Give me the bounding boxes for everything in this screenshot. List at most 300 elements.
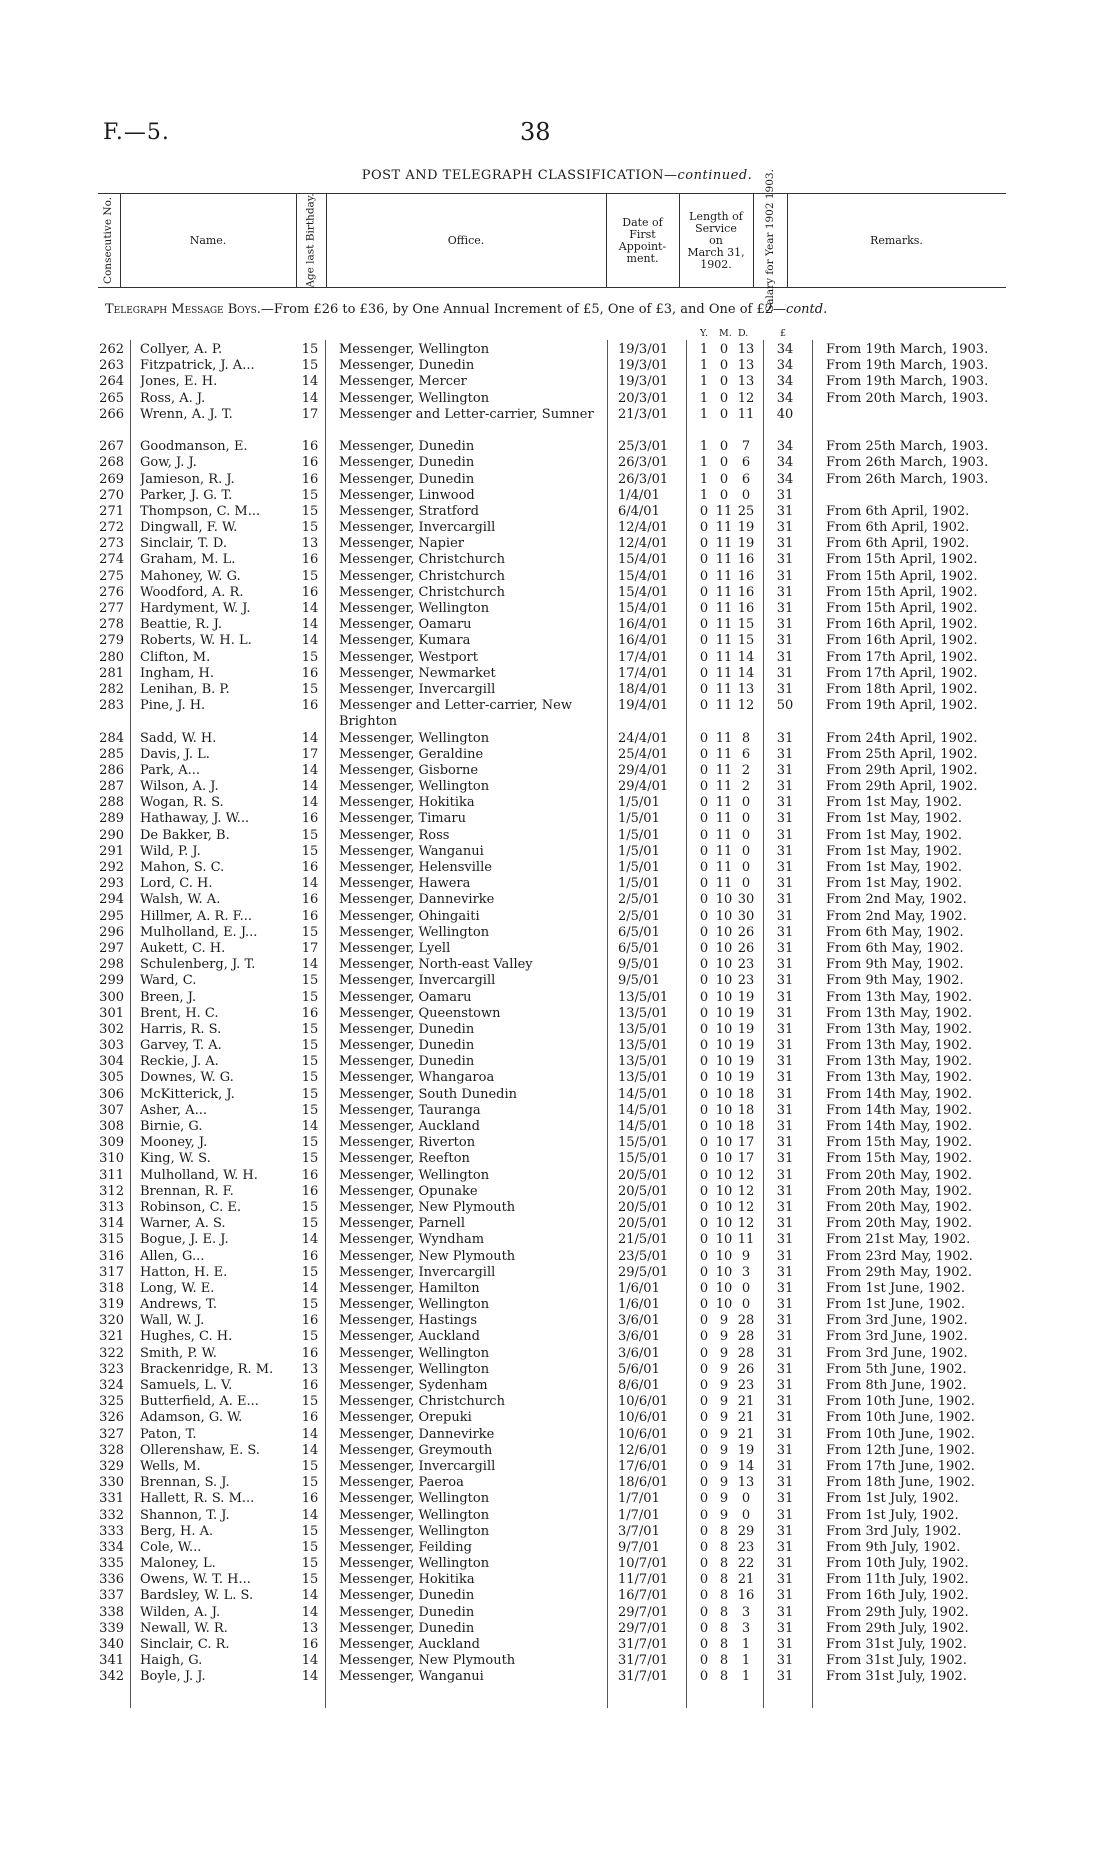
row-number: 275: [99, 568, 124, 584]
row-name: McKitterick, J.: [140, 1086, 235, 1102]
row-months: 10: [715, 908, 733, 924]
row-remarks: From 23rd May, 1902.: [826, 1248, 973, 1264]
row-number: 295: [99, 908, 124, 924]
row-salary: 31: [776, 1086, 794, 1102]
row-number: 264: [99, 374, 124, 390]
row-office: Messenger, Greymouth: [339, 1442, 493, 1458]
row-years: 0: [699, 1135, 709, 1151]
row-salary: 31: [776, 762, 794, 778]
row-age: 14: [301, 1653, 319, 1669]
table-row: [0, 1038, 1114, 1054]
row-years: 0: [699, 1458, 709, 1474]
table-row: [0, 892, 1114, 908]
row-office: Messenger, Invercargill: [339, 681, 496, 697]
header-salary: Salary for Year 1902 1903.: [763, 169, 776, 312]
row-number: 267: [99, 439, 124, 455]
row-name: Paton, T.: [140, 1426, 197, 1442]
section-continued: contd.: [786, 302, 828, 317]
row-office: Messenger and Letter-carrier, Sumner: [339, 406, 594, 422]
row-months: 11: [715, 633, 733, 649]
row-age: 14: [301, 1604, 319, 1620]
row-years: 0: [699, 698, 709, 714]
row-remarks: From 13th May, 1902.: [826, 1021, 972, 1037]
row-salary: 31: [776, 973, 794, 989]
row-months: 11: [715, 584, 733, 600]
page-title: [0, 168, 1114, 183]
row-age: 15: [301, 843, 319, 859]
row-date: 23/5/01: [618, 1248, 669, 1264]
table-row: [0, 391, 1114, 407]
table-row: [0, 1249, 1114, 1265]
row-remarks: From 3rd July, 1902.: [826, 1523, 962, 1539]
row-number: 281: [99, 665, 124, 681]
row-days: 3: [741, 1264, 751, 1280]
row-salary: 31: [776, 1653, 794, 1669]
row-years: 0: [699, 1637, 709, 1653]
row-age: 15: [301, 1458, 319, 1474]
row-number: 335: [99, 1556, 124, 1572]
row-age: 16: [301, 471, 319, 487]
row-number: 325: [99, 1394, 124, 1410]
table-row: [0, 1475, 1114, 1491]
row-years: 0: [699, 1102, 709, 1118]
row-salary: 31: [776, 892, 794, 908]
row-remarks: From 11th July, 1902.: [826, 1572, 969, 1588]
row-date: 21/5/01: [618, 1232, 669, 1248]
row-age: 15: [301, 1151, 319, 1167]
row-salary: 31: [776, 1378, 794, 1394]
row-office: Messenger, Timaru: [339, 811, 466, 827]
row-days: 17: [737, 1151, 755, 1167]
row-office: Messenger, Auckland: [339, 1329, 481, 1345]
row-months: 8: [719, 1523, 729, 1539]
row-number: 303: [99, 1038, 124, 1054]
row-months: 9: [719, 1361, 729, 1377]
row-office: Messenger, Riverton: [339, 1135, 476, 1151]
row-salary: 31: [776, 1005, 794, 1021]
row-name: Collyer, A. P.: [140, 342, 223, 357]
row-months: 10: [715, 1199, 733, 1215]
row-office: Messenger, Helensville: [339, 860, 492, 876]
row-number: 290: [99, 827, 124, 843]
row-remarks: From 25th March, 1903.: [826, 439, 989, 455]
table-row: [0, 1540, 1114, 1556]
row-remarks: From 19th March, 1903.: [826, 358, 989, 374]
row-date: 16/4/01: [618, 617, 669, 633]
row-number: 285: [99, 746, 124, 762]
row-days: 13: [737, 342, 755, 357]
table-row: [0, 1054, 1114, 1070]
row-name: Beattie, R. J.: [140, 617, 222, 633]
row-years: 0: [699, 1475, 709, 1491]
table-row: [0, 358, 1114, 374]
row-remarks: From 13th May, 1902.: [826, 1070, 972, 1086]
row-salary: 31: [776, 1539, 794, 1555]
table-row: [0, 990, 1114, 1006]
row-name: Haigh, G.: [140, 1653, 203, 1669]
row-years: 0: [699, 924, 709, 940]
table-row: [0, 633, 1114, 649]
row-days: 21: [737, 1572, 755, 1588]
row-number: 283: [99, 698, 124, 714]
row-remarks: From 15th May, 1902.: [826, 1135, 972, 1151]
row-office: Messenger, Dunedin: [339, 1604, 475, 1620]
row-number: 292: [99, 860, 124, 876]
row-number: 273: [99, 536, 124, 552]
row-number: 312: [99, 1183, 124, 1199]
row-months: 9: [719, 1507, 729, 1523]
row-remarks: From 15th April, 1902.: [826, 584, 978, 600]
row-years: 0: [699, 1394, 709, 1410]
row-days: 0: [741, 1280, 751, 1296]
row-remarks: From 10th June, 1902.: [826, 1410, 975, 1426]
row-office: Messenger, New Plymouth: [339, 1653, 516, 1669]
row-age: 16: [301, 1491, 319, 1507]
row-salary: 31: [776, 924, 794, 940]
row-months: 11: [715, 520, 733, 536]
row-days: 16: [737, 584, 755, 600]
table-row: [0, 1443, 1114, 1459]
row-salary: 31: [776, 536, 794, 552]
row-months: 10: [715, 1102, 733, 1118]
row-remarks: From 20th March, 1903.: [826, 390, 989, 406]
table-row: [0, 1232, 1114, 1248]
row-months: 8: [719, 1669, 729, 1685]
row-age: 14: [301, 601, 319, 617]
row-days: 28: [737, 1329, 755, 1345]
row-name: Roberts, W. H. L.: [140, 633, 252, 649]
row-date: 13/5/01: [618, 989, 669, 1005]
row-name: Asher, A...: [140, 1102, 207, 1118]
row-days: 12: [737, 1199, 755, 1215]
row-remarks: From 6th April, 1902.: [826, 536, 970, 552]
row-remarks: From 15th April, 1902.: [826, 552, 978, 568]
table-row: [0, 698, 1114, 730]
row-remarks: From 14th May, 1902.: [826, 1086, 972, 1102]
row-office: Messenger, Orepuki: [339, 1410, 472, 1426]
row-number: 266: [99, 406, 124, 422]
row-office: Messenger, Invercargill: [339, 520, 496, 536]
row-name: Owens, W. T. H...: [140, 1572, 251, 1588]
row-office: Messenger, Hawera: [339, 876, 471, 892]
row-days: 13: [737, 681, 755, 697]
table-row: [0, 601, 1114, 617]
row-date: 29/5/01: [618, 1264, 669, 1280]
row-days: 19: [737, 520, 755, 536]
row-years: 1: [699, 471, 709, 487]
row-days: 0: [741, 876, 751, 892]
row-years: 1: [699, 406, 709, 422]
row-salary: 31: [776, 1151, 794, 1167]
row-days: 19: [737, 1442, 755, 1458]
row-number: 333: [99, 1523, 124, 1539]
row-date: 5/6/01: [618, 1361, 660, 1377]
row-number: 270: [99, 487, 124, 503]
table-row: [0, 1378, 1114, 1394]
row-date: 1/5/01: [618, 795, 660, 811]
table-row: [0, 811, 1114, 827]
row-years: 0: [699, 1167, 709, 1183]
row-age: 14: [301, 957, 319, 973]
row-salary: 31: [776, 957, 794, 973]
row-age: 15: [301, 1199, 319, 1215]
row-name: Long, W. E.: [140, 1280, 215, 1296]
row-number: 272: [99, 520, 124, 536]
row-office: Messenger, North-east Valley: [339, 957, 533, 973]
row-name: Bardsley, W. L. S.: [140, 1588, 254, 1604]
row-years: 0: [699, 1232, 709, 1248]
row-years: 0: [699, 665, 709, 681]
row-office: Messenger, Hamilton: [339, 1280, 480, 1296]
row-age: 15: [301, 827, 319, 843]
row-office: Messenger, Dunedin: [339, 455, 475, 471]
table-row: [0, 569, 1114, 585]
row-salary: 31: [776, 1054, 794, 1070]
table-row: [0, 1605, 1114, 1621]
row-age: 15: [301, 358, 319, 374]
row-months: 9: [719, 1426, 729, 1442]
row-days: 15: [737, 633, 755, 649]
row-remarks: From 29th April, 1902.: [826, 762, 978, 778]
row-age: 15: [301, 1216, 319, 1232]
table-body: [0, 342, 1114, 1686]
row-years: 0: [699, 1572, 709, 1588]
row-days: 12: [737, 1216, 755, 1232]
table-row: [0, 1135, 1114, 1151]
row-age: 13: [301, 1361, 319, 1377]
row-age: 15: [301, 503, 319, 519]
row-days: 7: [741, 439, 751, 455]
row-age: 13: [301, 536, 319, 552]
row-name: Mulholland, W. H.: [140, 1167, 258, 1183]
row-name: Harris, R. S.: [140, 1021, 222, 1037]
row-months: 10: [715, 1151, 733, 1167]
unit-days: D.: [738, 328, 749, 339]
row-number: 322: [99, 1345, 124, 1361]
row-days: 19: [737, 1021, 755, 1037]
row-salary: 31: [776, 1491, 794, 1507]
table-row: [0, 1329, 1114, 1345]
table-row: [0, 1103, 1114, 1119]
row-number: 271: [99, 503, 124, 519]
row-office: Messenger, Wellington: [339, 1491, 490, 1507]
row-years: 0: [699, 1054, 709, 1070]
row-age: 14: [301, 1426, 319, 1442]
row-office: Messenger, Dunedin: [339, 1588, 475, 1604]
row-days: 21: [737, 1426, 755, 1442]
row-date: 3/6/01: [618, 1313, 660, 1329]
table-row: [0, 1313, 1114, 1329]
row-office: Messenger, Christchurch: [339, 1394, 505, 1410]
row-salary: 31: [776, 601, 794, 617]
section-label: Telegraph Message Boys.: [105, 302, 261, 317]
row-number: 304: [99, 1054, 124, 1070]
row-months: 0: [719, 487, 729, 503]
row-name: Sadd, W. H.: [140, 730, 217, 746]
row-date: 16/7/01: [618, 1588, 669, 1604]
row-days: 16: [737, 568, 755, 584]
row-number: 316: [99, 1248, 124, 1264]
row-date: 20/5/01: [618, 1199, 669, 1215]
row-years: 0: [699, 1313, 709, 1329]
row-number: 305: [99, 1070, 124, 1086]
row-remarks: From 6th April, 1902.: [826, 520, 970, 536]
row-number: 287: [99, 779, 124, 795]
row-office: Messenger, Wellington: [339, 1167, 490, 1183]
row-remarks: From 1st May, 1902.: [826, 811, 962, 827]
row-months: 10: [715, 1280, 733, 1296]
row-years: 0: [699, 876, 709, 892]
row-name: Wilden, A. J.: [140, 1604, 221, 1620]
row-number: 299: [99, 973, 124, 989]
row-number: 300: [99, 989, 124, 1005]
row-salary: 31: [776, 1199, 794, 1215]
table-row: [0, 1653, 1114, 1669]
table-row: [0, 1265, 1114, 1281]
row-date: 15/4/01: [618, 552, 669, 568]
row-date: 1/4/01: [618, 487, 660, 503]
row-days: 16: [737, 1588, 755, 1604]
row-years: 0: [699, 1119, 709, 1135]
row-age: 15: [301, 1070, 319, 1086]
table-row: [0, 1119, 1114, 1135]
row-years: 0: [699, 1620, 709, 1636]
row-office: Messenger, Wellington: [339, 1297, 490, 1313]
row-office: Messenger, Wellington: [339, 730, 490, 746]
row-office: Messenger, Linwood: [339, 487, 475, 503]
row-days: 2: [741, 762, 751, 778]
row-age: 14: [301, 1588, 319, 1604]
row-months: 11: [715, 568, 733, 584]
row-age: 16: [301, 552, 319, 568]
row-days: 17: [737, 1135, 755, 1151]
row-number: 280: [99, 649, 124, 665]
row-days: 19: [737, 536, 755, 552]
row-age: 15: [301, 1556, 319, 1572]
row-office: Messenger, Stratford: [339, 503, 479, 519]
row-date: 15/4/01: [618, 601, 669, 617]
row-remarks: From 3rd June, 1902.: [826, 1313, 968, 1329]
row-name: Samuels, L. V.: [140, 1378, 233, 1394]
row-years: 0: [699, 1329, 709, 1345]
row-office: Messenger, Dunedin: [339, 1038, 475, 1054]
row-salary: 31: [776, 1183, 794, 1199]
row-years: 0: [699, 1588, 709, 1604]
row-age: 15: [301, 649, 319, 665]
row-remarks: From 15th April, 1902.: [826, 601, 978, 617]
row-name: Wogan, R. S.: [140, 795, 224, 811]
row-office: Messenger, South Dunedin: [339, 1086, 518, 1102]
row-years: 0: [699, 746, 709, 762]
row-office: Messenger, Parnell: [339, 1216, 465, 1232]
row-days: 0: [741, 1507, 751, 1523]
row-salary: 31: [776, 843, 794, 859]
table-row: [0, 472, 1114, 488]
row-years: 0: [699, 1199, 709, 1215]
table-row: [0, 1006, 1114, 1022]
row-number: 282: [99, 681, 124, 697]
row-date: 2/5/01: [618, 892, 660, 908]
row-name: Jamieson, R. J.: [140, 471, 235, 487]
row-years: 0: [699, 601, 709, 617]
row-office: Messenger, Dunedin: [339, 471, 475, 487]
header-consecutive: Consecutive No.: [102, 196, 115, 285]
row-name: Davis, J. L.: [140, 746, 210, 762]
row-office: Messenger, Dunedin: [339, 358, 475, 374]
row-months: 10: [715, 1264, 733, 1280]
row-office: Messenger, Auckland: [339, 1637, 481, 1653]
row-date: 29/7/01: [618, 1604, 669, 1620]
row-salary: 31: [776, 795, 794, 811]
row-date: 21/3/01: [618, 406, 669, 422]
row-number: 313: [99, 1199, 124, 1215]
table-row: [0, 407, 1114, 439]
row-date: 9/5/01: [618, 957, 660, 973]
row-days: 3: [741, 1604, 751, 1620]
row-years: 0: [699, 1523, 709, 1539]
row-remarks: From 1st May, 1902.: [826, 795, 962, 811]
header-office: Office.: [447, 233, 485, 247]
row-number: 307: [99, 1102, 124, 1118]
row-days: 30: [737, 892, 755, 908]
row-date: 1/5/01: [618, 860, 660, 876]
row-days: 15: [737, 617, 755, 633]
row-years: 1: [699, 342, 709, 357]
row-date: 1/5/01: [618, 811, 660, 827]
row-months: 11: [715, 779, 733, 795]
table-row: [0, 1669, 1114, 1685]
row-name: Dingwall, F. W.: [140, 520, 238, 536]
row-years: 0: [699, 989, 709, 1005]
row-days: 0: [741, 1491, 751, 1507]
row-age: 15: [301, 1135, 319, 1151]
row-remarks: From 15th May, 1902.: [826, 1151, 972, 1167]
table-row: [0, 1200, 1114, 1216]
row-days: 19: [737, 1038, 755, 1054]
row-days: 23: [737, 1378, 755, 1394]
row-name: Wilson, A. J.: [140, 779, 219, 795]
row-age: 15: [301, 973, 319, 989]
row-remarks: From 5th June, 1902.: [826, 1361, 967, 1377]
row-number: 332: [99, 1507, 124, 1523]
page-reference: F.—5.: [103, 120, 170, 145]
header-name: Name.: [189, 233, 227, 247]
row-remarks: From 31st July, 1902.: [826, 1637, 967, 1653]
row-age: 15: [301, 1329, 319, 1345]
row-number: 268: [99, 455, 124, 471]
table-row: [0, 1491, 1114, 1507]
row-office: Messenger, Hokitika: [339, 1572, 475, 1588]
row-remarks: From 18th June, 1902.: [826, 1475, 975, 1491]
row-days: 0: [741, 1297, 751, 1313]
row-years: 1: [699, 439, 709, 455]
row-days: 30: [737, 908, 755, 924]
row-age: 15: [301, 520, 319, 536]
row-months: 11: [715, 762, 733, 778]
row-age: 16: [301, 811, 319, 827]
row-days: 26: [737, 924, 755, 940]
table-row: [0, 342, 1114, 358]
row-remarks: From 1st May, 1902.: [826, 843, 962, 859]
row-date: 13/5/01: [618, 1005, 669, 1021]
row-office: Messenger, Wanganui: [339, 843, 484, 859]
row-days: 11: [737, 1232, 755, 1248]
row-salary: 31: [776, 1410, 794, 1426]
row-remarks: From 6th May, 1902.: [826, 940, 964, 956]
row-age: 16: [301, 1637, 319, 1653]
table-row: [0, 1216, 1114, 1232]
row-age: 15: [301, 1264, 319, 1280]
